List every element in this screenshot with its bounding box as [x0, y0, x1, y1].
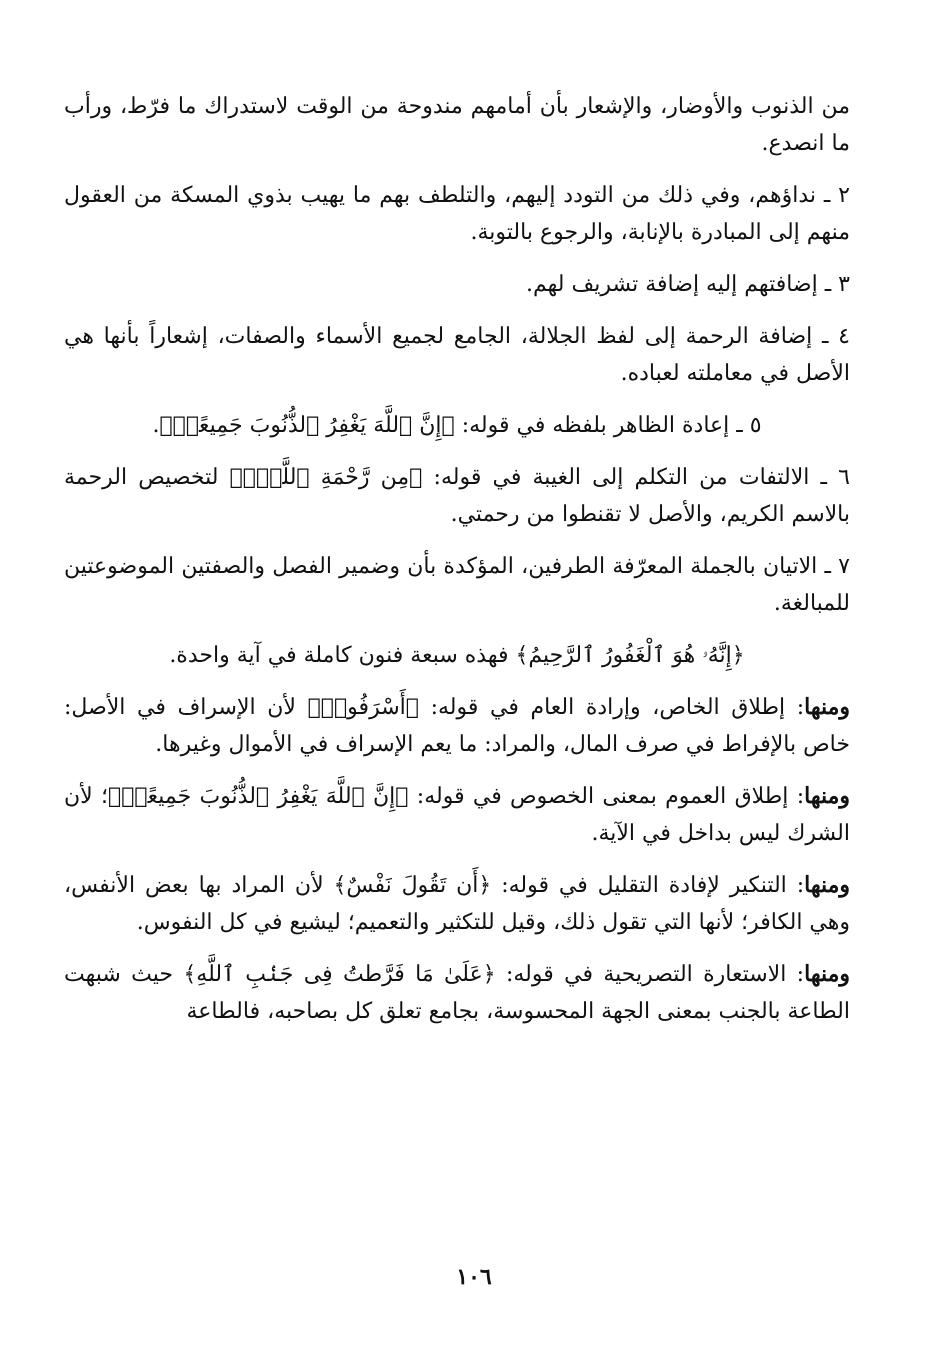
paragraph-10-lead: ومنها [804, 783, 850, 809]
page-number: ١٠٦ [456, 1264, 492, 1290]
paragraph-12 [64, 956, 850, 1030]
paragraph-8: ﴿إِنَّهُۥ هُوَ ٱلْغَفُورُ ٱلرَّحِيمُ﴾ فهذه سبعة فنون كاملة في آية واحدة. [169, 643, 745, 668]
paragraph-9 [64, 689, 850, 763]
paragraph-2: ٢ ـ نداؤهم، وفي ذلك من التودد إليهم، والتلطف بهم ما يهيب بذوي المسكة من العقول منهم إلى المبادرة بالإنابة، والرجوع بالتوبة. [64, 183, 850, 245]
paragraph-11 [64, 867, 850, 941]
paragraph-1: من الذنوب والأوضار، والإشعار بأن أمامهم مندوحة من الوقت لاستدراك ما فرّط، ورأب ما انصدع. [64, 94, 850, 156]
paragraph-12-text: : الاستعارة التصريحية في قوله: ﴿عَلَىٰ مَا فَرَّطتُ فِى جَنۢبِ ٱللَّهِ﴾ حيث شبهت الطاعة بالجنب بمعنى الجهة المحسوسة، بجامع تعلق كل بصاحبه، فالطاعة [64, 962, 850, 1024]
paragraph-7: ٧ ـ الاتيان بالجملة المعرّفة الطرفين، المؤكدة بأن وضمير الفصل والصفتين الموضوعتين للمبالغة. [64, 554, 850, 616]
paragraph-9-lead: ومنها [804, 694, 850, 720]
paragraph-11-text: : التنكير لإفادة التقليل في قوله: ﴿أَن تَقُولَ نَفْسٌ﴾ لأن المراد بها بعض الأنفس، وهي الكافر؛ لأنها التي تقول ذلك، وقيل للتكثير والتعميم؛ ليشيع في كل النفوس. [64, 873, 850, 935]
page-body [64, 88, 850, 1338]
paragraph-4: ٤ ـ إضافة الرحمة إلى لفظ الجلالة، الجامع لجميع الأسماء والصفات، إشعاراً بأنها هي الأصل في معاملته لعباده. [64, 324, 850, 386]
paragraph-6: ٦ ـ الالتفات من التكلم إلى الغيبة في قوله: ﴿مِن رَّحْمَةِ ٱللَّهِۚ﴾ لتخصيص الرحمة بالاسم الكريم، والأصل لا تقنطوا من رحمتي. [64, 465, 850, 527]
paragraph-10-text: : إطلاق العموم بمعنى الخصوص في قوله: ﴿إِنَّ ٱللَّهَ يَغْفِرُ ٱلذُّنُوبَ جَمِيعًاۚ﴾؛ لأن الشرك ليس بداخل في الآية. [64, 784, 850, 846]
paragraph-5: ٥ ـ إعادة الظاهر بلفظه في قوله: ﴿إِنَّ ٱللَّهَ يَغْفِرُ ٱلذُّنُوبَ جَمِيعًاۚ﴾. [152, 413, 762, 438]
paragraph-12-lead: ومنها [804, 961, 850, 987]
paragraph-3: ٣ ـ إضافتهم إليه إضافة تشريف لهم. [526, 272, 850, 297]
paragraph-11-lead: ومنها [804, 872, 850, 898]
paragraph-9-text: : إطلاق الخاص، وإرادة العام في قوله: ﴿أَسْرَفُوا۟﴾ لأن الإسراف في الأصل: خاص بالإفراط في صرف المال، والمراد: ما يعم الإسراف في الأموال وغيرها. [64, 695, 850, 757]
paragraph-10 [64, 778, 850, 852]
